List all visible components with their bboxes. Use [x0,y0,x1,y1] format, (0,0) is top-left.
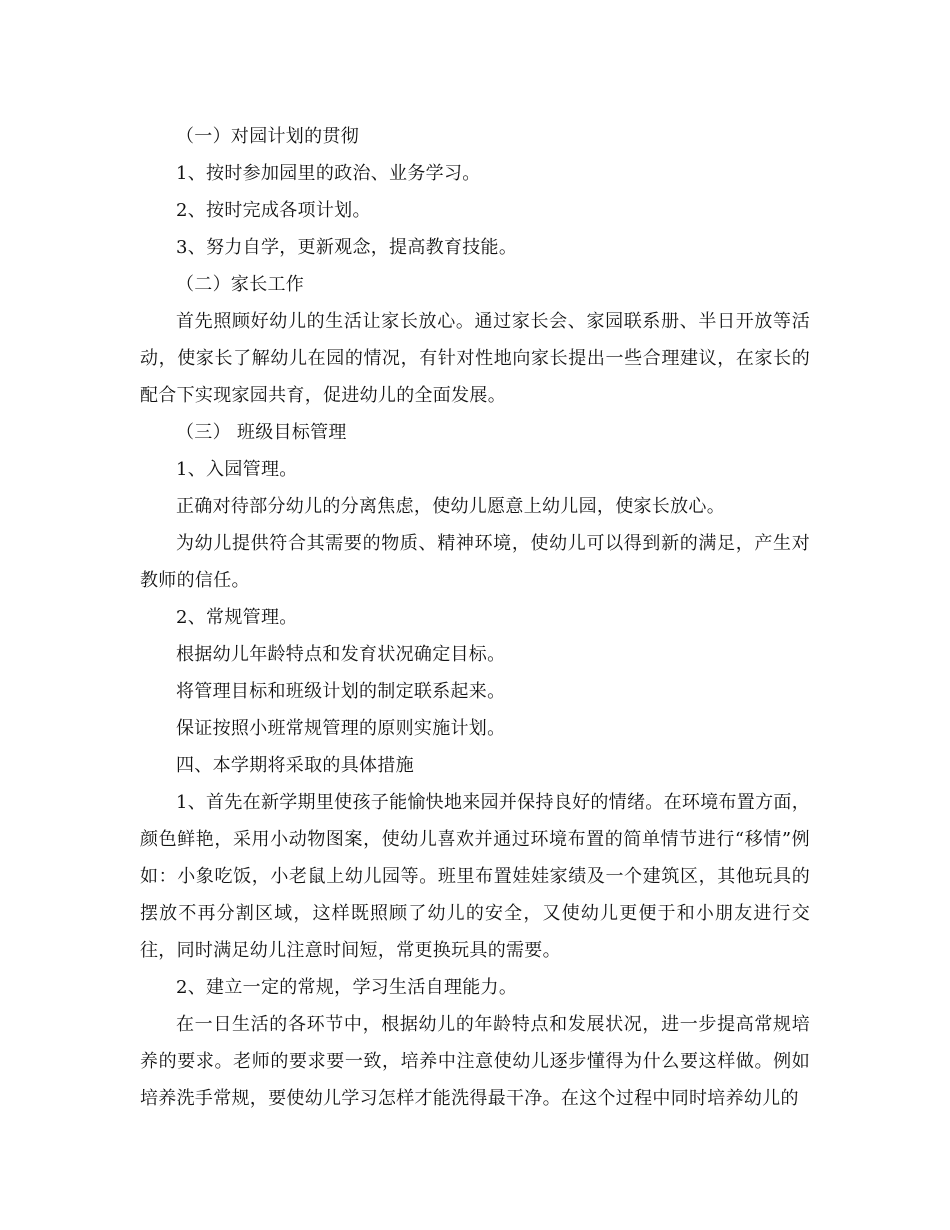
paragraph: 正确对待部分幼儿的分离焦虑，使幼儿愿意上幼儿园，使家长放心。 [176,496,725,517]
list-item: 2、建立一定的常规，学习生活自理能力。 [176,977,518,998]
list-item: 2、常规管理。 [176,607,298,628]
list-item: 3、努力自学，更新观念，提高教育技能。 [176,237,518,258]
document-body [140,118,810,1117]
section-heading-3: （三） 班级目标管理 [176,422,347,443]
section-heading-2: （二）家长工作 [176,274,305,295]
section-heading-1: （一）对园计划的贯彻 [176,126,359,147]
paragraph: 在一日生活的各环节中，根据幼儿的年龄特点和发展状况，进一步提高常规培养的要求。老师的要求要一致，培养中注意使幼儿逐步懂得为什么要这样做。例如培养洗手常规，要使幼儿学习怎样才能洗得最干净。在这个过程中同时培养幼儿的 [140,1014,810,1109]
paragraph: 为幼儿提供符合其需要的物质、精神环境，使幼儿可以得到新的满足，产生对教师的信任。 [140,533,810,591]
list-item: 2、按时完成各项计划。 [176,200,371,221]
paragraph: 保证按照小班常规管理的原则实施计划。 [176,718,506,739]
paragraph: 首先照顾好幼儿的生活让家长放心。通过家长会、家园联系册、半日开放等活动，使家长了解幼儿在园的情况，有针对性地向家长提出一些合理建议，在家长的配合下实现家园共育，促进幼儿的全面发展。 [140,311,810,406]
list-item: 1、入园管理。 [176,459,298,480]
list-item: 1、按时参加园里的政治、业务学习。 [176,163,481,184]
section-heading-4: 四、本学期将采取的具体措施 [176,755,414,776]
paragraph: 根据幼儿年龄特点和发育状况确定目标。 [176,644,506,665]
paragraph: 1、首先在新学期里使孩子能愉快地来园并保持良好的情绪。在环境布置方面，颜色鲜艳，采用小动物图案，使幼儿喜欢并通过环境布置的简单情节进行“移情”例如：小象吃饭，小老鼠上幼儿园等。班里布置娃娃家绩及一个建筑区，其他玩具的摆放不再分割区域，这样既照顾了幼儿的安全，又使幼儿更便于和小朋友进行交往，同时满足幼儿注意时间短，常更换玩具的需要。 [140,792,810,961]
paragraph: 将管理目标和班级计划的制定联系起来。 [176,681,506,702]
